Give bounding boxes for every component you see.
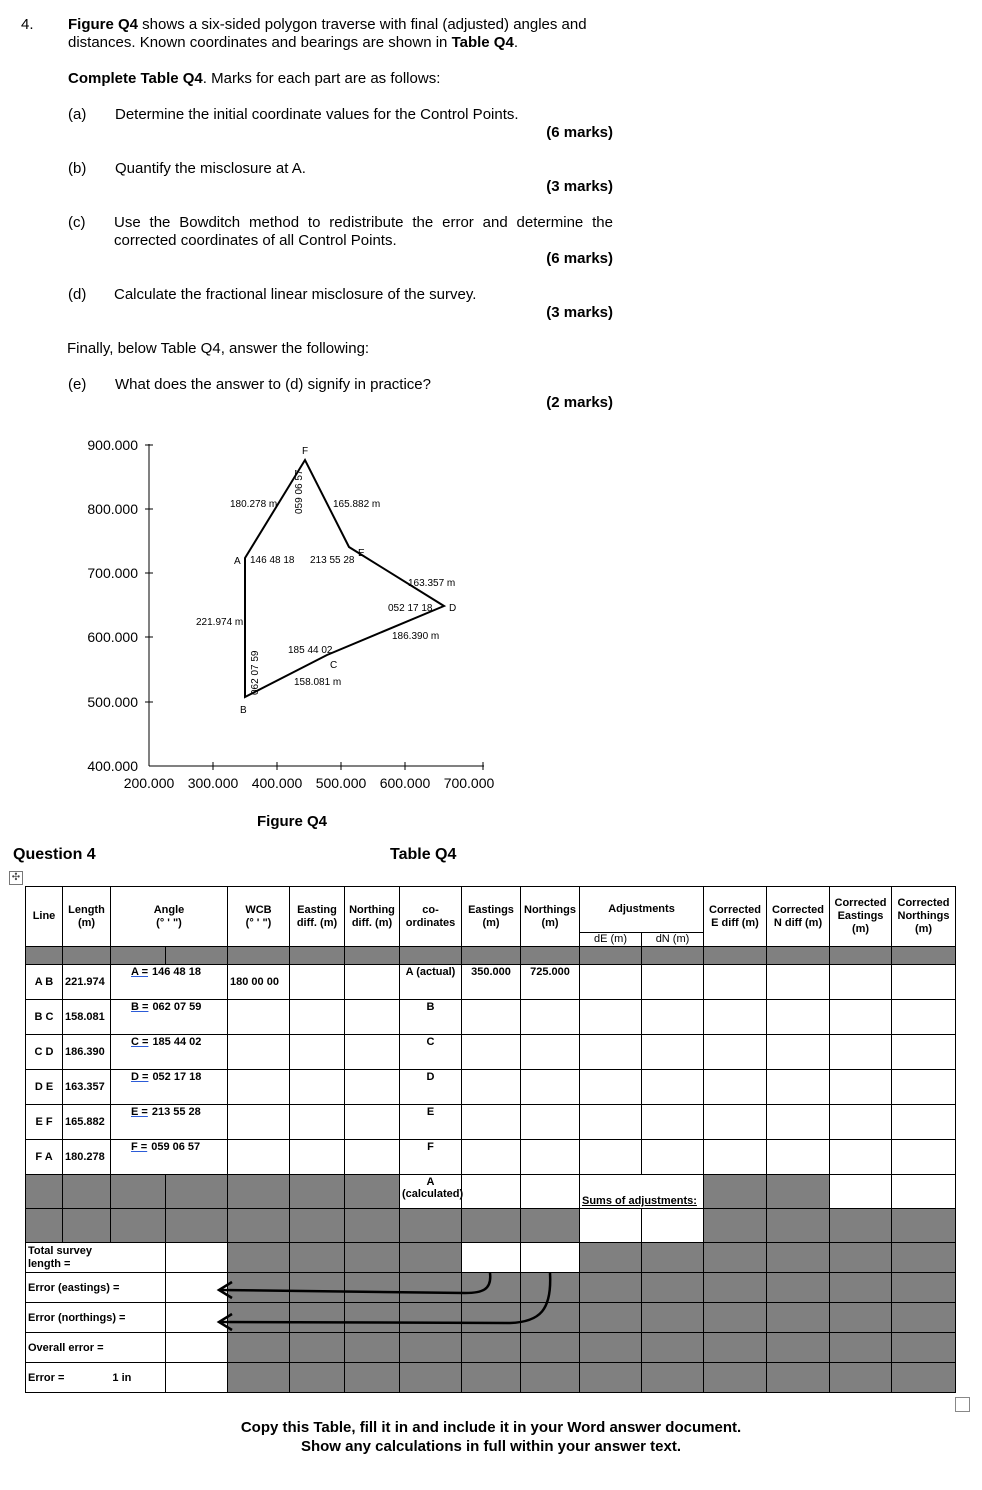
table-row xyxy=(26,965,956,1000)
corr-eastings-cell[interactable] xyxy=(830,1105,892,1140)
easting-diff-cell[interactable] xyxy=(290,1070,345,1105)
point-cell: C xyxy=(400,1035,462,1070)
angle-label-c: 185 44 02 xyxy=(288,645,333,656)
corr-eastings-cell[interactable] xyxy=(830,1140,892,1175)
header-angle xyxy=(111,887,228,947)
x-tick-label: 300.000 xyxy=(187,775,239,791)
intro-text-3: . xyxy=(513,34,518,51)
x-tick-label: 400.000 xyxy=(251,775,303,791)
question-intro xyxy=(68,16,628,52)
header-wcb-l2: (° ' ") xyxy=(245,916,272,929)
part-e-text: What does the answer to (d) signify in practice? xyxy=(115,376,431,393)
distance-label-bc: 158.081 m xyxy=(294,677,342,688)
line-cell: F A xyxy=(26,1140,63,1175)
distance-label-ab: 221.974 m xyxy=(196,617,244,628)
corr-e-diff-cell[interactable] xyxy=(704,1070,767,1105)
table-heading: Table Q4 xyxy=(390,846,457,863)
corr-northings-cell[interactable] xyxy=(892,1070,956,1105)
northings-cell[interactable] xyxy=(521,1000,580,1035)
corr-e-diff-cell[interactable] xyxy=(704,1140,767,1175)
header-line: Line xyxy=(26,887,63,947)
northings-cell[interactable] xyxy=(521,1035,580,1070)
corr-eastings-cell[interactable] xyxy=(830,1070,892,1105)
overall-error-value-cell[interactable] xyxy=(166,1333,228,1363)
table-row xyxy=(26,1000,956,1035)
northing-diff-cell[interactable] xyxy=(345,1105,400,1140)
line-cell: A B xyxy=(26,965,63,1000)
angle-point-label: B = xyxy=(131,1001,149,1013)
row-error-northings xyxy=(26,1303,956,1333)
corr-n-diff-cell[interactable] xyxy=(767,965,830,1000)
wcb-cell[interactable] xyxy=(228,1140,290,1175)
adj-dn-cell[interactable] xyxy=(642,1070,704,1105)
part-b-label: (b) xyxy=(68,160,87,177)
header-angle-l1: Angle xyxy=(153,903,185,916)
sums-of-adjustments-label: Sums of adjustments: xyxy=(580,1175,704,1209)
corr-n-diff-cell[interactable] xyxy=(767,1140,830,1175)
header-cndiff-l2: N diff (m) xyxy=(773,916,823,929)
corr-eastings-cell[interactable] xyxy=(830,965,892,1000)
complete-instruction xyxy=(68,70,440,88)
point-label-b: B xyxy=(240,705,247,716)
header-wcb xyxy=(228,887,290,947)
corr-northings-cell[interactable] xyxy=(892,1000,956,1035)
angle-point-label: D = xyxy=(131,1071,149,1083)
header-angle-l2: (° ' ") xyxy=(156,916,182,929)
sum-de-cell[interactable] xyxy=(580,1209,642,1243)
header-north-l1: Northings xyxy=(524,903,576,916)
northing-diff-cell[interactable] xyxy=(345,1070,400,1105)
total-length-l2: length = xyxy=(28,1257,71,1270)
total-length-value-cell[interactable] xyxy=(166,1243,228,1273)
one-in-text: 1 in xyxy=(112,1371,132,1384)
y-tick-label: 600.000 xyxy=(87,629,138,645)
a-calc-northings-cell[interactable] xyxy=(521,1175,580,1209)
northing-diff-cell[interactable] xyxy=(345,1035,400,1070)
northing-diff-cell[interactable] xyxy=(345,1000,400,1035)
a-calculated-label xyxy=(400,1175,462,1209)
header-cnorth-l3: (m) xyxy=(914,923,933,935)
header-cnorth-l1: Corrected xyxy=(897,897,950,909)
header-corr-northings xyxy=(892,887,956,947)
row-sums xyxy=(26,1209,956,1243)
header-ediff-l1: Easting xyxy=(297,903,337,916)
wcb-cell[interactable] xyxy=(228,1105,290,1140)
corr-northings-cell[interactable] xyxy=(892,1105,956,1140)
easting-diff-cell[interactable] xyxy=(290,1035,345,1070)
angle-cell xyxy=(111,1070,228,1105)
a-calc-corr-northings-cell[interactable] xyxy=(892,1175,956,1209)
part-a-text: Determine the initial coordinate values for the Control Points. xyxy=(115,106,519,123)
x-tick-label: 200.000 xyxy=(123,775,175,791)
x-tick-label: 700.000 xyxy=(443,775,495,791)
row-total-length xyxy=(26,1243,956,1273)
adj-dn-cell[interactable] xyxy=(642,1000,704,1035)
northing-diff-cell[interactable] xyxy=(345,1140,400,1175)
adj-dn-cell[interactable] xyxy=(642,1035,704,1070)
header-length-l1: Length xyxy=(68,903,105,916)
corr-n-diff-cell[interactable] xyxy=(767,1070,830,1105)
header-east-l1: Eastings xyxy=(468,903,514,916)
adj-dn-cell[interactable] xyxy=(642,1105,704,1140)
point-label-f: F xyxy=(302,446,309,457)
adj-de-cell[interactable] xyxy=(580,1070,642,1105)
corr-eastings-cell[interactable] xyxy=(830,1035,892,1070)
row-error-eastings xyxy=(26,1273,956,1303)
error-northings-label: Error (northings) = xyxy=(26,1303,166,1333)
line-cell: B C xyxy=(26,1000,63,1035)
part-c-line-2: corrected coordinates of all Control Points. xyxy=(114,232,397,249)
header-coord-l2: ordinates xyxy=(405,916,456,929)
angle-value: 213 55 28 xyxy=(151,1106,201,1118)
point-label-d: D xyxy=(449,603,457,614)
part-a-label: (a) xyxy=(68,106,87,123)
angle-value: 062 07 59 xyxy=(152,1001,202,1013)
distance-label-ef: 165.882 m xyxy=(333,499,381,510)
length-cell: 163.357 xyxy=(63,1070,111,1105)
complete-text: . Marks for each part are as follows: xyxy=(202,70,441,87)
angle-value: 059 06 57 xyxy=(151,1141,201,1153)
part-c-label: (c) xyxy=(68,214,86,231)
point-label-c: C xyxy=(330,660,338,671)
length-cell: 180.278 xyxy=(63,1140,111,1175)
table-q4 xyxy=(25,886,956,1393)
line-cell: D E xyxy=(26,1070,63,1105)
question-heading: Question 4 xyxy=(13,846,96,863)
table-move-handle-icon[interactable]: ✣ xyxy=(9,871,23,885)
distance-label-de: 163.357 m xyxy=(408,578,456,589)
header-ceast-l3: (m) xyxy=(851,923,870,935)
line-cell: C D xyxy=(26,1035,63,1070)
header-east-l2: (m) xyxy=(482,916,500,929)
corr-n-diff-cell[interactable] xyxy=(767,1105,830,1140)
eastings-cell[interactable] xyxy=(462,1000,521,1035)
part-e-marks: (2 marks) xyxy=(546,394,613,411)
adj-de-cell[interactable] xyxy=(580,1105,642,1140)
corr-e-diff-cell[interactable] xyxy=(704,1035,767,1070)
header-northings xyxy=(521,887,580,947)
angle-point-label: E = xyxy=(131,1106,148,1118)
angle-cell xyxy=(111,1140,228,1175)
error-ratio-label xyxy=(26,1363,166,1393)
a-calc-corr-eastings-cell[interactable] xyxy=(830,1175,892,1209)
adj-de-cell[interactable] xyxy=(580,1035,642,1070)
eastings-cell[interactable] xyxy=(462,1070,521,1105)
angle-cell xyxy=(111,1000,228,1035)
overall-error-label: Overall error = xyxy=(26,1333,166,1363)
question-number: 4. xyxy=(21,16,34,33)
error-ratio-value-cell[interactable] xyxy=(166,1363,228,1393)
part-d-label: (d) xyxy=(68,286,87,303)
eastings-cell[interactable] xyxy=(462,1035,521,1070)
figure-ref: Figure Q4 xyxy=(68,16,139,33)
part-b-text: Quantify the misclosure at A. xyxy=(115,160,306,177)
header-ediff-l2: diff. (m) xyxy=(296,916,338,929)
point-cell: D xyxy=(400,1070,462,1105)
corr-northings-cell[interactable] xyxy=(892,1035,956,1070)
adj-dn-cell[interactable] xyxy=(642,1140,704,1175)
corr-northings-cell[interactable] xyxy=(892,1140,956,1175)
angle-point-label: F = xyxy=(131,1141,148,1153)
a-calc-l1: A xyxy=(426,1176,435,1188)
angle-cell xyxy=(111,1105,228,1140)
header-cndiff-l1: Corrected xyxy=(772,903,824,916)
spacer-row xyxy=(26,947,956,965)
table-row xyxy=(26,1105,956,1140)
adj-de-cell[interactable] xyxy=(580,1000,642,1035)
error-eastings-label: Error (eastings) = xyxy=(26,1273,166,1303)
header-length xyxy=(63,887,111,947)
intro-text: shows a six-sided polygon traverse with final (adjusted) angles and xyxy=(138,16,587,33)
angle-value: 146 48 18 xyxy=(152,966,201,978)
total-length-label xyxy=(26,1243,166,1273)
x-tick-label: 500.000 xyxy=(315,775,367,791)
angle-point-label: C = xyxy=(131,1036,149,1048)
total-length-l1: Total survey xyxy=(28,1244,92,1257)
y-tick-label: 400.000 xyxy=(87,758,138,774)
error-ratio-text: Error = xyxy=(28,1371,65,1384)
northings-cell[interactable] xyxy=(521,1140,580,1175)
corr-n-diff-cell[interactable] xyxy=(767,1035,830,1070)
angle-point-label: A = xyxy=(131,966,149,978)
wcb-cell[interactable] xyxy=(228,1070,290,1105)
part-d-marks: (3 marks) xyxy=(546,304,613,321)
angle-label-b: 062 07 59 xyxy=(250,650,261,695)
header-adj-de: dE (m) xyxy=(580,933,642,947)
corr-e-diff-cell[interactable] xyxy=(704,1105,767,1140)
header-adj-dn: dN (m) xyxy=(642,933,704,947)
header-easting-diff xyxy=(290,887,345,947)
complete-table-ref: Complete Table Q4 xyxy=(68,70,203,87)
part-a-marks: (6 marks) xyxy=(546,124,613,141)
header-coord-l1: co- xyxy=(422,903,439,916)
point-cell: E xyxy=(400,1105,462,1140)
header-wcb-l1: WCB xyxy=(245,903,272,916)
y-tick-label: 800.000 xyxy=(87,501,138,517)
header-eastings xyxy=(462,887,521,947)
angle-cell xyxy=(111,965,228,1000)
angle-label-e: 213 55 28 xyxy=(310,555,355,566)
line-cell: E F xyxy=(26,1105,63,1140)
easting-diff-cell[interactable] xyxy=(290,1000,345,1035)
easting-diff-cell[interactable] xyxy=(290,1140,345,1175)
table-ref: Table Q4 xyxy=(451,34,514,51)
easting-diff-cell[interactable] xyxy=(290,1105,345,1140)
northings-cell: 725.000 xyxy=(521,965,580,1000)
wcb-cell: 180 00 00 xyxy=(228,965,290,1000)
length-cell: 186.390 xyxy=(63,1035,111,1070)
finally-text: Finally, below Table Q4, answer the following: xyxy=(67,340,370,357)
header-ndiff-l2: diff. (m) xyxy=(351,916,393,929)
part-d-text: Calculate the fractional linear misclosure of the survey. xyxy=(114,286,477,303)
angle-label-d: 052 17 18 xyxy=(388,603,433,614)
distance-label-fa: 180.278 m xyxy=(230,499,278,510)
part-b-marks: (3 marks) xyxy=(546,178,613,195)
table-row xyxy=(26,1035,956,1070)
easting-diff-cell[interactable] xyxy=(290,965,345,1000)
header-cediff-l1: Corrected xyxy=(709,903,761,916)
table-row xyxy=(26,1070,956,1105)
x-tick-label: 600.000 xyxy=(379,775,431,791)
header-cnorth-l2: Northings xyxy=(897,910,950,922)
wcb-cell[interactable] xyxy=(228,1000,290,1035)
footer-line-1: Copy this Table, fill it in and include it in your Word answer document. xyxy=(240,1419,742,1436)
point-label-a: A xyxy=(234,556,241,567)
angle-label-a: 146 48 18 xyxy=(250,555,295,566)
header-cediff-l2: E diff (m) xyxy=(711,916,759,929)
header-length-l2: (m) xyxy=(77,916,96,929)
header-north-l2: (m) xyxy=(541,916,559,929)
part-e-label: (e) xyxy=(68,376,87,393)
angle-value: 052 17 18 xyxy=(152,1071,202,1083)
header-adjustments: Adjustments xyxy=(580,887,704,933)
figure-q4 xyxy=(0,430,520,810)
adj-de-cell[interactable] xyxy=(580,965,642,1000)
angle-value: 185 44 02 xyxy=(152,1036,202,1048)
part-c-text xyxy=(114,214,613,250)
header-ndiff-l1: Northing xyxy=(349,903,395,916)
y-tick-label: 900.000 xyxy=(87,437,138,453)
corr-eastings-cell[interactable] xyxy=(830,1000,892,1035)
distance-label-cd: 186.390 m xyxy=(392,631,440,642)
northings-cell[interactable] xyxy=(521,1070,580,1105)
header-coordinates xyxy=(400,887,462,947)
header-ceast-l1: Corrected xyxy=(834,897,887,909)
figure-caption: Figure Q4 xyxy=(257,813,328,830)
angle-cell xyxy=(111,1035,228,1070)
eastings-cell[interactable] xyxy=(462,1140,521,1175)
point-label-e: E xyxy=(358,548,365,559)
northings-cell[interactable] xyxy=(521,1105,580,1140)
sum-dn-cell[interactable] xyxy=(642,1209,704,1243)
diff-sum-eastings-cell[interactable] xyxy=(462,1243,521,1273)
angle-label-f: 059 06 57 xyxy=(294,469,305,514)
error-eastings-value-cell[interactable] xyxy=(166,1273,228,1303)
adj-dn-cell[interactable] xyxy=(642,965,704,1000)
y-tick-label: 500.000 xyxy=(87,694,138,710)
row-overall-error xyxy=(26,1333,956,1363)
corr-e-diff-cell[interactable] xyxy=(704,1000,767,1035)
header-northing-diff xyxy=(345,887,400,947)
table-row xyxy=(26,1140,956,1175)
corr-n-diff-cell[interactable] xyxy=(767,1000,830,1035)
corr-northings-cell[interactable] xyxy=(892,965,956,1000)
row-error-ratio xyxy=(26,1363,956,1393)
header-corr-eastings xyxy=(830,887,892,947)
header-corr-n-diff xyxy=(767,887,830,947)
wcb-cell[interactable] xyxy=(228,1035,290,1070)
corr-e-diff-cell[interactable] xyxy=(704,965,767,1000)
eastings-cell[interactable] xyxy=(462,1105,521,1140)
length-cell: 158.081 xyxy=(63,1000,111,1035)
y-tick-label: 700.000 xyxy=(87,565,138,581)
row-a-calculated xyxy=(26,1175,956,1209)
length-cell: 165.882 xyxy=(63,1105,111,1140)
a-calc-l2: (calculated) xyxy=(402,1188,464,1200)
eastings-cell: 350.000 xyxy=(462,965,521,1000)
adj-de-cell[interactable] xyxy=(580,1140,642,1175)
length-cell: 221.974 xyxy=(63,965,111,1000)
header-ceast-l2: Eastings xyxy=(837,910,884,922)
part-c-line-1: Use the Bowditch method to redistribute the error and determine the xyxy=(114,214,613,231)
intro-text-2: distances. Known coordinates and bearings are shown in xyxy=(68,34,452,51)
footer-line-2: Show any calculations in full within your answer text. xyxy=(300,1438,682,1455)
error-northings-value-cell[interactable] xyxy=(166,1303,228,1333)
point-cell: A (actual) xyxy=(400,965,462,1000)
point-cell: F xyxy=(400,1140,462,1175)
header-corr-e-diff xyxy=(704,887,767,947)
diff-sum-northings-cell[interactable] xyxy=(521,1243,580,1273)
point-cell: B xyxy=(400,1000,462,1035)
table-resize-handle-icon[interactable] xyxy=(955,1397,970,1412)
northing-diff-cell[interactable] xyxy=(345,965,400,1000)
part-c-marks: (6 marks) xyxy=(546,250,613,267)
a-calc-eastings-cell[interactable] xyxy=(462,1175,521,1209)
